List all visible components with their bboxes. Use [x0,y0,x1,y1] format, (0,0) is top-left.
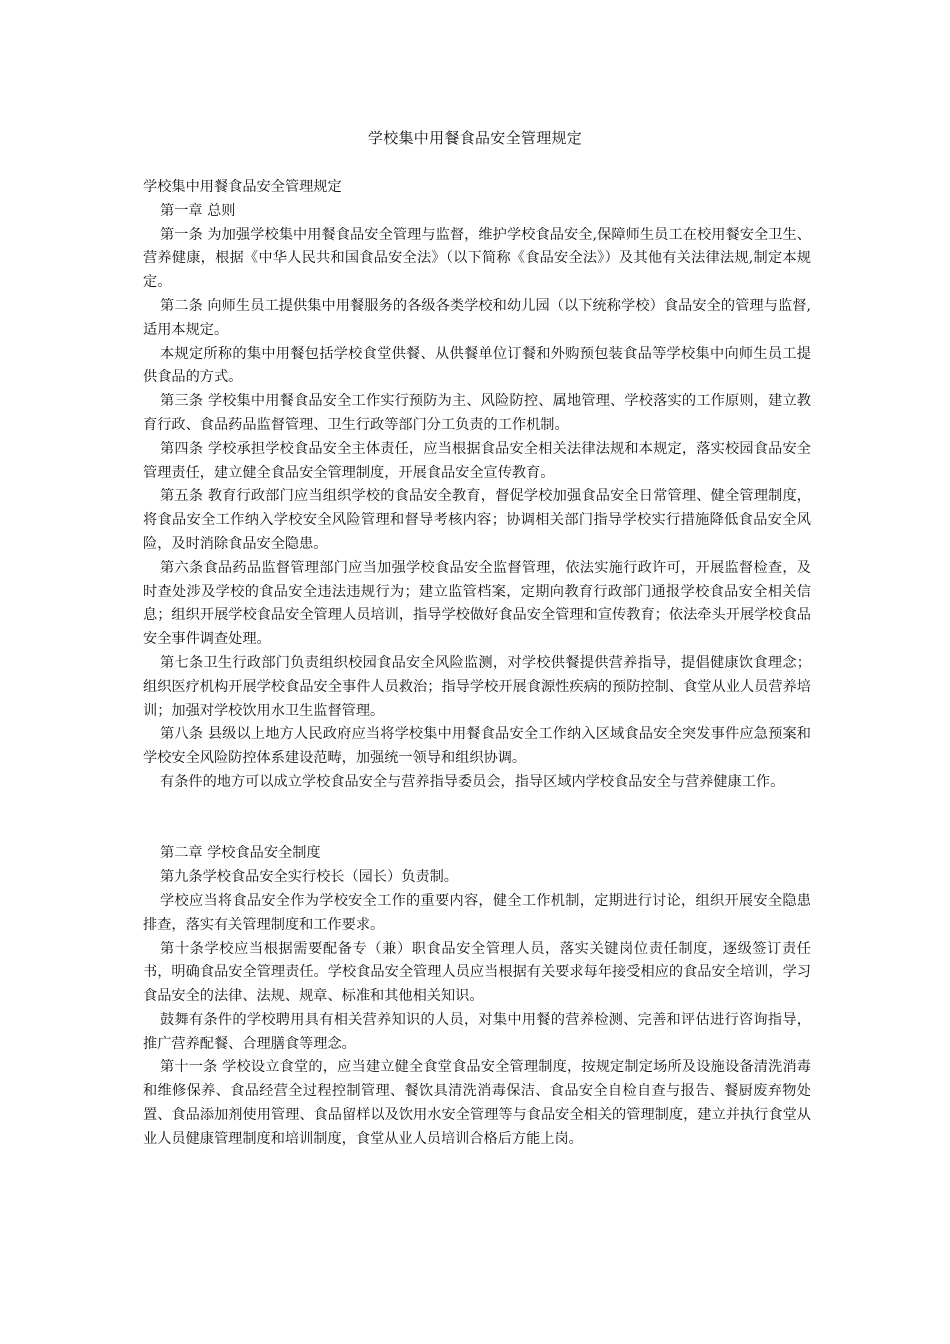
article-paragraph: 第四条 学校承担学校食品安全主体责任，应当根据食品安全相关法律法规和本规定，落实校园食品安全管理责任，建立健全食品安全管理制度，开展食品安全宣传教育。 [143,440,811,481]
article-paragraph: 第八条 县级以上地方人民政府应当将学校集中用餐食品安全工作纳入区域食品安全突发事件应急预案和学校安全风险防控体系建设范畴，加强统一领导和组织协调。 [143,726,811,767]
article-paragraph: 第五条 教育行政部门应当组织学校的食品安全教育，督促学校加强食品安全日常管理、健全管理制度，将食品安全工作纳入学校安全风险管理和督导考核内容；协调相关部门指导学校实行措施降低食品安全风险，及时消除食品安全隐患。 [143,488,811,552]
article-paragraph: 第三条 学校集中用餐食品安全工作实行预防为主、风险防控、属地管理、学校落实的工作原则，建立教育行政、食品药品监督管理、卫生行政等部门分工负责的工作机制。 [143,393,811,433]
document-title: 学校集中用餐食品安全管理规定 [367,129,583,147]
document-subtitle: 学校集中用餐食品安全管理规定 [143,179,342,195]
article-paragraph: 第十条学校应当根据需要配备专（兼）职食品安全管理人员，落实关键岗位责任制度，逐级签订责任书，明确食品安全管理责任。学校食品安全管理人员应当根据有关要求每年接受相应的食品安全培训，学习食品安全的法律、法规、规章、标准和其他相关知识。 [143,940,811,1005]
article-paragraph: 本规定所称的集中用餐包括学校食堂供餐、从供餐单位订餐和外购预包装食品等学校集中向师生员工提供食品的方式。 [143,345,811,386]
chapter-heading: 第二章 学校食品安全制度 [160,845,321,862]
article-paragraph: 第六条食品药品监督管理部门应当加强学校食品安全监督管理，依法实施行政许可，开展监督检查，及时查处涉及学校的食品安全违法违规行为；建立监管档案，定期向教育行政部门通报学校食品安全相关信息；组织开展学校食品安全管理人员培训，指导学校做好食品安全管理和宣传教育；依法牵头开展学校食品安全事件调查处理。 [143,559,811,648]
section-spacer [143,819,811,843]
document-body [143,176,811,1152]
section-spacer [143,795,811,819]
article-paragraph: 第二条 向师生员工提供集中用餐服务的各级各类学校和幼儿园（以下统称学校）食品安全的管理与监督,适用本规定。 [143,297,811,338]
chapter-heading: 第一章 总则 [160,202,236,219]
article-paragraph: 第一条 为加强学校集中用餐食品安全管理与监督，维护学校食品安全,保障师生员工在校用餐安全卫生、营养健康，根据《中华人民共和国食品安全法》（以下简称《食品安全法》）及其他有关法律法规,制定本规定。 [143,226,811,291]
article-paragraph: 学校应当将食品安全作为学校安全工作的重要内容，健全工作机制，定期进行讨论，组织开展安全隐患排查，落实有关管理制度和工作要求。 [143,892,811,933]
article-paragraph: 有条件的地方可以成立学校食品安全与营养指导委员会，指导区域内学校食品安全与营养健康工作。 [160,773,785,790]
article-paragraph: 第十一条 学校设立食堂的，应当建立健全食堂食品安全管理制度，按规定制定场所及设施设备清洗消毒和维修保养、食品经营全过程控制管理、餐饮具清洗消毒保洁、食品安全自检自查与报告、餐厨废弃物处置、食品添加剂使用管理、食品留样以及饮用水安全管理等与食品安全相关的管理制度，建立并执行食堂从业人员健康管理制度和培训制度，食堂从业人员培训合格后方能上岗。 [143,1059,811,1147]
article-paragraph: 第七条卫生行政部门负责组织校园食品安全风险监测，对学校供餐提供营养指导，提倡健康饮食理念；组织医疗机构开展学校食品安全事件人员救治；指导学校开展食源性疾病的预防控制、食堂从业人员营养培训；加强对学校饮用水卫生监督管理。 [143,654,811,719]
article-paragraph: 鼓舞有条件的学校聘用具有相关营养知识的人员，对集中用餐的营养检测、完善和评估进行咨询指导，推广营养配餐、合理膳食等理念。 [143,1011,811,1052]
article-paragraph: 第九条学校食品安全实行校长（园长）负责制。 [160,869,458,886]
